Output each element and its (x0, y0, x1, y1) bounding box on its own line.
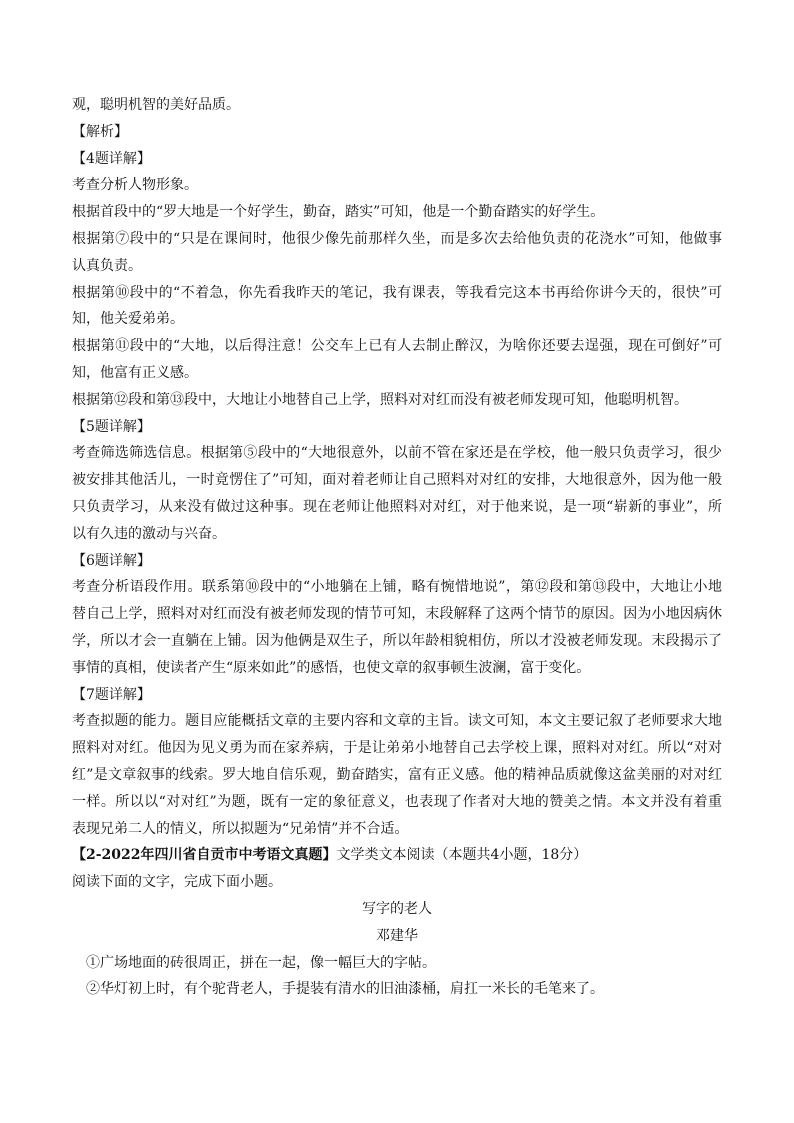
text-line: 照料对对红。他因为见义勇为而在家养病，于是让弟弟小地替自己去学校上课，照料对对红。所以“对对 (72, 740, 722, 757)
article-author: 邓建华 (376, 927, 418, 944)
text-line: 根据第⑪段中的“大地，以后得注意！公交车上已有人去制止醉汉，为啥你还要去逞强，现在可倒好”可 (72, 338, 722, 355)
text-line: 根据第⑦段中的“只是在课间时，他很少像先前那样久坐，而是多次去给他负责的花浇水”可知，他做事 (72, 230, 722, 247)
article-paragraph-2: ②华灯初上时，有个驼背老人，手提装有清水的旧油漆桶，肩扛一米长的毛笔来了。 (86, 981, 604, 998)
reading-instruction: 阅读下面的文字，完成下面小题。 (72, 874, 282, 891)
section-heading-q5: 【5题详解】 (72, 418, 151, 435)
section-heading-q7: 【7题详解】 (72, 686, 151, 703)
text-line: 知，他关爱弟弟。 (72, 311, 184, 328)
text-line: 只负责学习，从来没有做过这种事。现在老师让他照料对对红，对于他来说，是一项“崭新的事业”，所 (72, 498, 722, 515)
text-line: 学，所以才会一直躺在上铺。因为他俩是双生子，所以年龄相貌相仿，所以才没被老师发现。末段揭示了 (72, 632, 722, 649)
text-line: 根据第⑫段和第⑬段中，大地让小地替自己上学，照料对对红而没有被老师发现可知，他聪明机智。 (72, 391, 688, 408)
text-line: 根据第⑩段中的“不着急，你先看我昨天的笔记，我有课表，等我看完这本书再给你讲今天的，很快”可 (72, 284, 722, 301)
section-heading-analysis: 【解析】 (72, 123, 128, 140)
text-line: 以有久违的激动与兴奋。 (72, 525, 226, 542)
text-line: 考查筛选筛选信息。根据第⑤段中的“大地很意外，以前不管在家还是在学校，他一般只负责学习，很少 (72, 445, 722, 462)
text-line: 被安排其他活儿，一时竟愣住了”可知，面对着老师让自己照料对对红的安排，大地很意外，因为他一般 (72, 472, 722, 489)
text-line: 考查分析人物形象。 (72, 177, 198, 194)
text-line: 红”是文章叙事的线索。罗大地自信乐观，勤奋踏实，富有正义感。他的精神品质就像这盆美丽的对对红 (72, 766, 722, 783)
text-line: 观，聪明机智的美好品质。 (72, 97, 240, 113)
text-line: 考查拟题的能力。题目应能概括文章的主要内容和文章的主旨。读文可知，本文主要记叙了老师要求大地 (72, 713, 722, 730)
exam-source-desc: 文学类文本阅读（本题共4小题，18分） (336, 847, 588, 864)
exam-source-line (72, 842, 722, 869)
text-line: 知，他富有正义感。 (72, 364, 198, 381)
text-line: 认真负责。 (72, 257, 142, 274)
text-line: 考查分析语段作用。联系第⑩段中的“小地躺在上铺，略有惋惜地说”，第⑫段和第⑬段中，大地让小地 (72, 579, 722, 596)
text-line: 替自己上学，照料对对红而没有被老师发现的情节可知，末段解释了这两个情节的原因。因为小地因病休 (72, 606, 722, 623)
text-line: 事情的真相，使读者产生“原来如此”的感悟，也使文章的叙事顿生波澜，富于变化。 (72, 659, 591, 676)
section-heading-q6: 【6题详解】 (72, 552, 151, 569)
text-line: 一样。所以以“对对红”为题，既有一定的象征意义，也表现了作者对大地的赞美之情。本文并没有着重 (72, 793, 722, 810)
text-line: 根据首段中的“罗大地是一个好学生，勤奋，踏实”可知，他是一个勤奋踏实的好学生。 (72, 204, 605, 221)
article-paragraph-1: ①广场地面的砖很周正，拼在一起，像一幅巨大的字帖。 (86, 954, 436, 971)
exam-source-title: 【2-2022年四川省自贡市中考语文真题】 (72, 847, 337, 864)
text-line: 表现兄弟二人的情义，所以拟题为“兄弟情”并不合适。 (72, 820, 409, 837)
document-body (72, 92, 722, 1003)
article-title: 写字的老人 (362, 900, 432, 917)
section-heading-q4: 【4题详解】 (72, 150, 151, 167)
